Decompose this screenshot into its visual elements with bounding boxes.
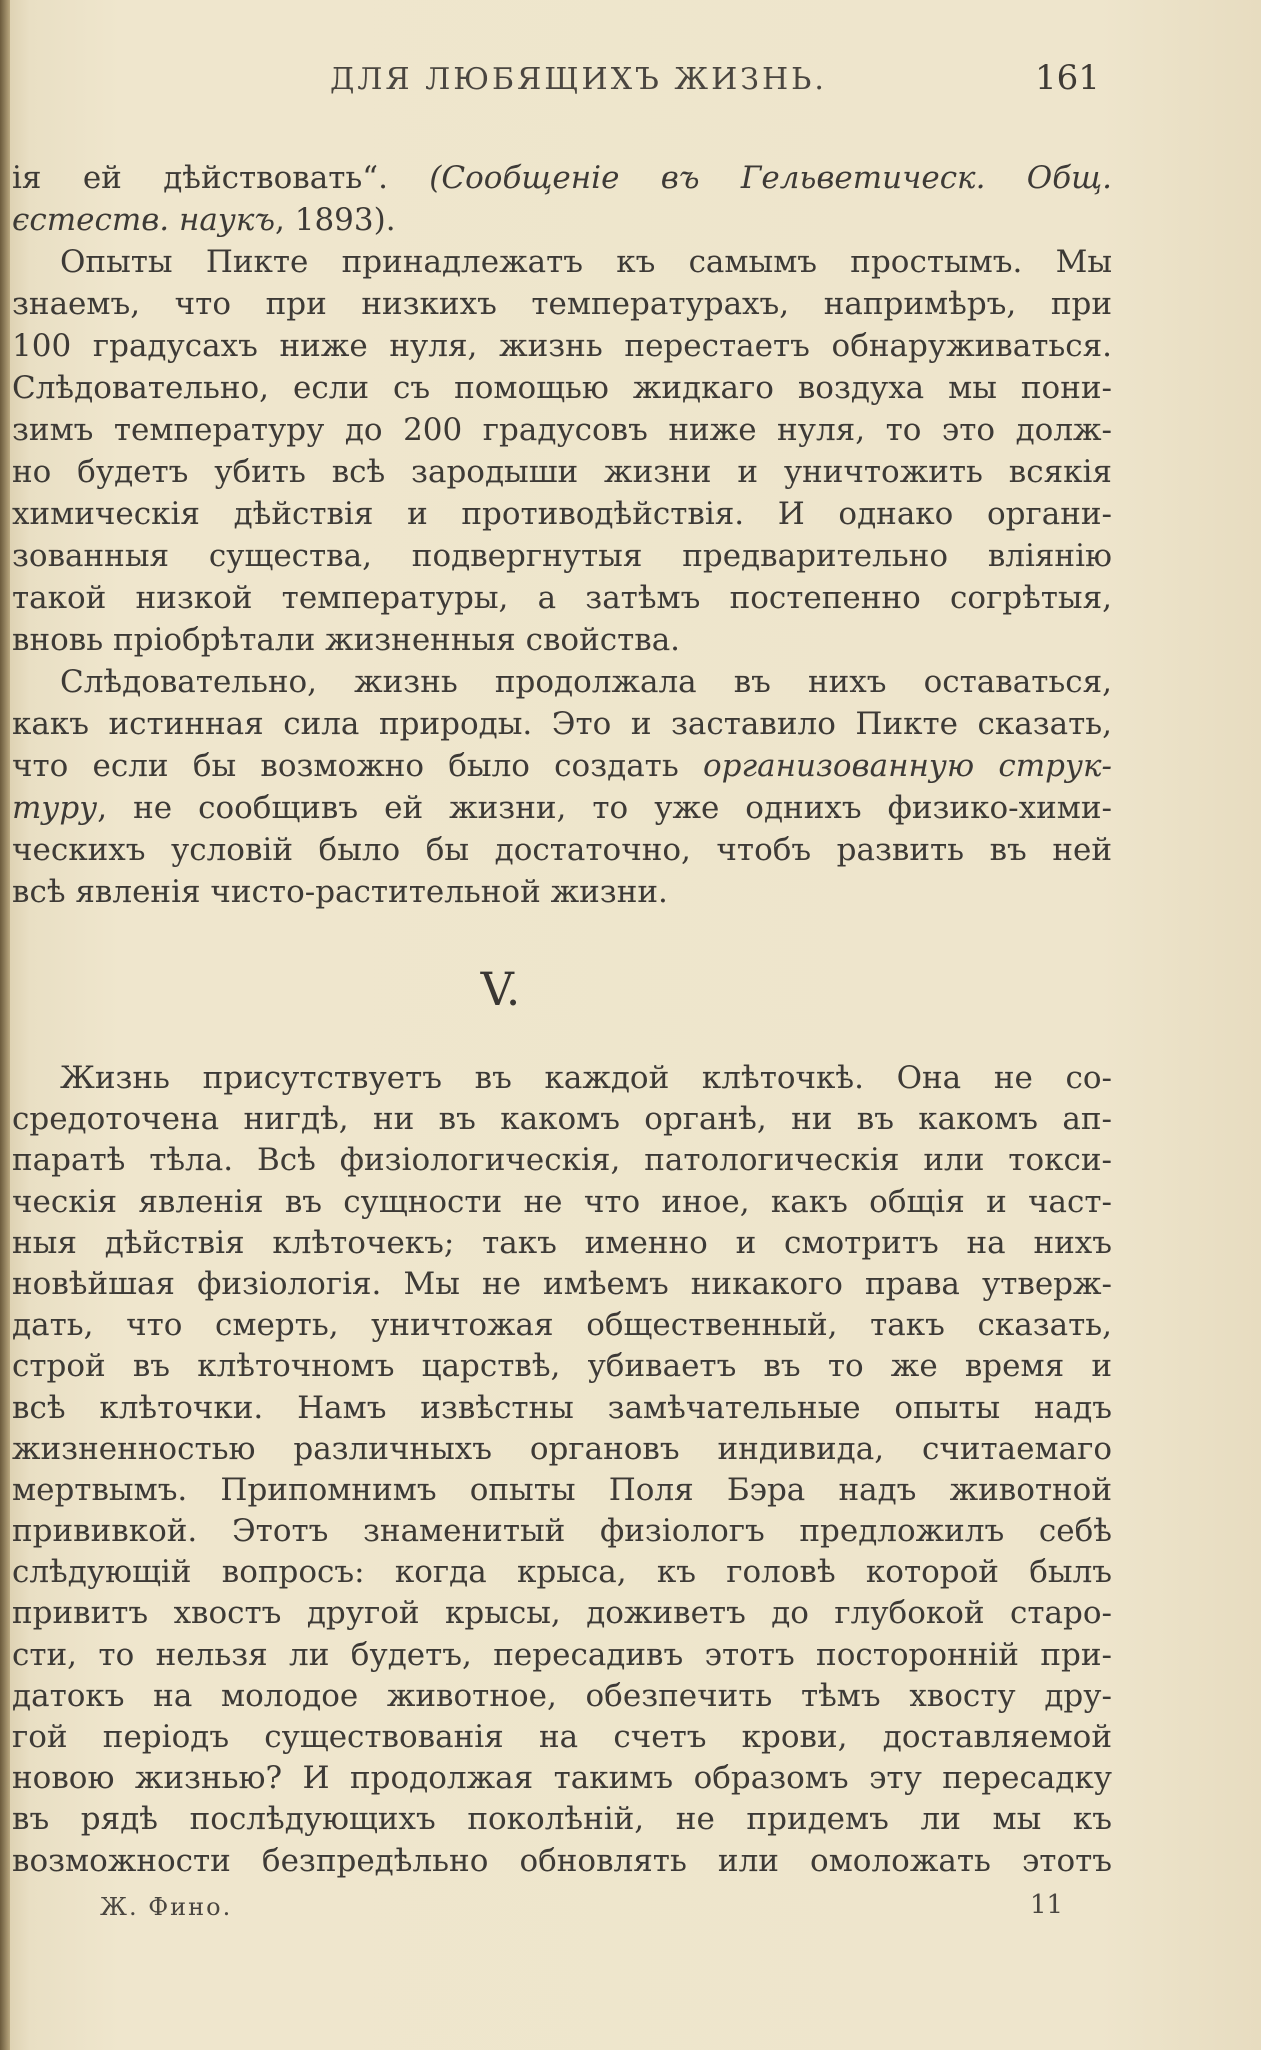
sheet-number: 11	[1030, 1890, 1064, 1920]
text-span: въ рядѣ послѣдующихъ поколѣній, не придемъ ли мы къ	[12, 1801, 1112, 1838]
italic-text-span: єстеств. наукъ	[12, 202, 276, 238]
page-spine-edge	[0, 0, 10, 2050]
text-line	[12, 1552, 1112, 1593]
text-span: привитъ хвостъ другой крысы, доживетъ до глубокой старо-	[12, 1595, 1112, 1632]
text-line	[12, 1676, 1112, 1717]
italic-text-span: организованную струк-	[702, 748, 1112, 784]
italic-text-span: туру	[12, 790, 98, 826]
text-line	[12, 1799, 1112, 1840]
running-head: ДЛЯ ЛЮБЯЩИХЪ ЖИЗНЬ.	[330, 62, 827, 97]
text-line	[12, 829, 1112, 871]
text-block-top	[12, 157, 1112, 913]
text-line	[12, 1758, 1112, 1799]
text-span: зимъ температуру до 200 градусовъ ниже нуля, то это долж-	[12, 412, 1112, 448]
text-line	[12, 493, 1112, 535]
text-span: зованныя существа, подвергнутыя предварительно вліянію	[12, 538, 1112, 574]
text-span: ныя дѣйствія клѣточекъ; такъ именно и смотритъ на нихъ	[12, 1224, 1112, 1261]
text-line	[12, 367, 1112, 409]
text-line	[12, 1841, 1112, 1882]
text-line	[12, 157, 1112, 199]
text-span: мертвымъ. Припомнимъ опыты Поля Бэра надъ животной	[12, 1471, 1112, 1508]
text-line	[12, 661, 1112, 703]
text-span: Опыты Пикте принадлежатъ къ самымъ простымъ. Мы	[60, 244, 1112, 280]
text-line	[12, 1511, 1112, 1552]
text-span: прививкой. Этотъ знаменитый физіологъ предложилъ себѣ	[12, 1513, 1112, 1550]
text-span: средоточена нигдѣ, ни въ какомъ органѣ, ни въ какомъ ап-	[12, 1101, 1112, 1138]
text-span: дать, что смерть, уничтожая общественный, такъ сказать,	[12, 1307, 1112, 1344]
text-span: слѣдующій вопросъ: когда крыса, къ головѣ которой былъ	[12, 1554, 1112, 1591]
text-span: гой періодъ существованія на счетъ крови, доставляемой	[12, 1719, 1112, 1755]
text-span: Слѣдовательно, жизнь продолжала въ нихъ оставаться,	[60, 664, 1112, 700]
text-span: ческія явленія въ сущности не что иное, какъ общія и част-	[12, 1183, 1112, 1220]
text-line	[12, 1388, 1112, 1429]
text-span: что если бы возможно было создать	[12, 748, 703, 784]
text-span: жизненностью различныхъ органовъ индивида, считаемаго	[12, 1430, 1112, 1467]
text-line	[12, 1140, 1112, 1181]
text-span: 100 градусахъ ниже нуля, жизнь перестаетъ обнаруживаться.	[12, 328, 1112, 364]
text-line	[12, 1346, 1112, 1387]
text-block-bottom	[12, 1058, 1112, 1882]
text-line	[12, 1429, 1112, 1470]
text-span: строй въ клѣточномъ царствѣ, убиваетъ въ то же время и	[12, 1348, 1112, 1385]
text-line	[12, 1058, 1112, 1099]
text-line	[12, 871, 1112, 913]
text-line	[12, 745, 1112, 787]
text-span: какъ истинная сила природы. Это и заставило Пикте сказать,	[12, 706, 1112, 742]
text-line	[12, 283, 1112, 325]
text-span: сти, то нельзя ли будетъ, пересадивъ этотъ посторонній при-	[12, 1636, 1112, 1673]
text-line	[12, 241, 1112, 283]
text-span: новѣйшая физіологія. Мы не имѣемъ никакого права утверж-	[12, 1265, 1112, 1302]
text-span: , не сообщивъ ей жизни, то уже однихъ физико-хими-	[97, 790, 1112, 826]
text-span: вновь пріобрѣтали жизненныя свойства.	[12, 622, 681, 658]
text-line	[12, 199, 1112, 241]
italic-text-span: (Сообщеніе въ Гельветическ. Общ.	[429, 160, 1112, 196]
text-span: такой низкой температуры, а затѣмъ постепенно согрѣтыя,	[12, 580, 1112, 616]
text-span: новою жизнью? И продолжая такимъ образомъ эту пересадку	[12, 1760, 1112, 1797]
text-span: паратѣ тѣла. Всѣ физіологическія, патологическія или токси-	[12, 1142, 1112, 1179]
text-line	[12, 451, 1112, 493]
text-span: ія ей дѣйствовать“.	[12, 160, 430, 196]
text-line	[12, 1223, 1112, 1264]
text-span: но будетъ убить всѣ зародыши жизни и уничтожить всякія	[12, 454, 1112, 490]
text-line	[12, 703, 1112, 745]
text-span: химическія дѣйствія и противодѣйствія. И однако органи-	[12, 496, 1112, 532]
text-span: датокъ на молодое животное, обезпечить тѣмъ хвосту дру-	[12, 1677, 1112, 1714]
text-line	[12, 787, 1112, 829]
text-line	[12, 1182, 1112, 1223]
text-line	[12, 409, 1112, 451]
text-span: Слѣдовательно, если съ помощью жидкаго воздуха мы пони-	[12, 370, 1112, 406]
text-span: всѣ явленія чисто-растительной жизни.	[12, 874, 668, 910]
text-line	[12, 619, 1112, 661]
text-span: знаемъ, что при низкихъ температурахъ, напримѣръ, при	[12, 286, 1112, 322]
text-span: всѣ клѣточки. Намъ извѣстны замѣчательные опыты надъ	[12, 1389, 1112, 1426]
text-line	[12, 1264, 1112, 1305]
text-line	[12, 1305, 1112, 1346]
text-line	[12, 1593, 1112, 1634]
text-span: , 1893).	[275, 202, 396, 238]
text-line	[12, 1635, 1112, 1676]
text-span: возможности безпредѣльно обновлять или омоложать этотъ	[12, 1842, 1112, 1879]
section-heading: V.	[480, 962, 521, 1016]
text-line	[12, 325, 1112, 367]
text-span: Жизнь присутствуетъ въ каждой клѣточкѣ. Она не со-	[60, 1060, 1112, 1096]
text-line	[12, 535, 1112, 577]
text-line	[12, 1470, 1112, 1511]
page-number: 161	[1035, 58, 1100, 98]
printer-signature: Ж. Фино.	[100, 1893, 233, 1921]
text-span: ческихъ условій было бы достаточно, чтобъ развить въ ней	[12, 832, 1112, 868]
text-line	[12, 1717, 1112, 1758]
text-line	[12, 1099, 1112, 1140]
text-line	[12, 577, 1112, 619]
